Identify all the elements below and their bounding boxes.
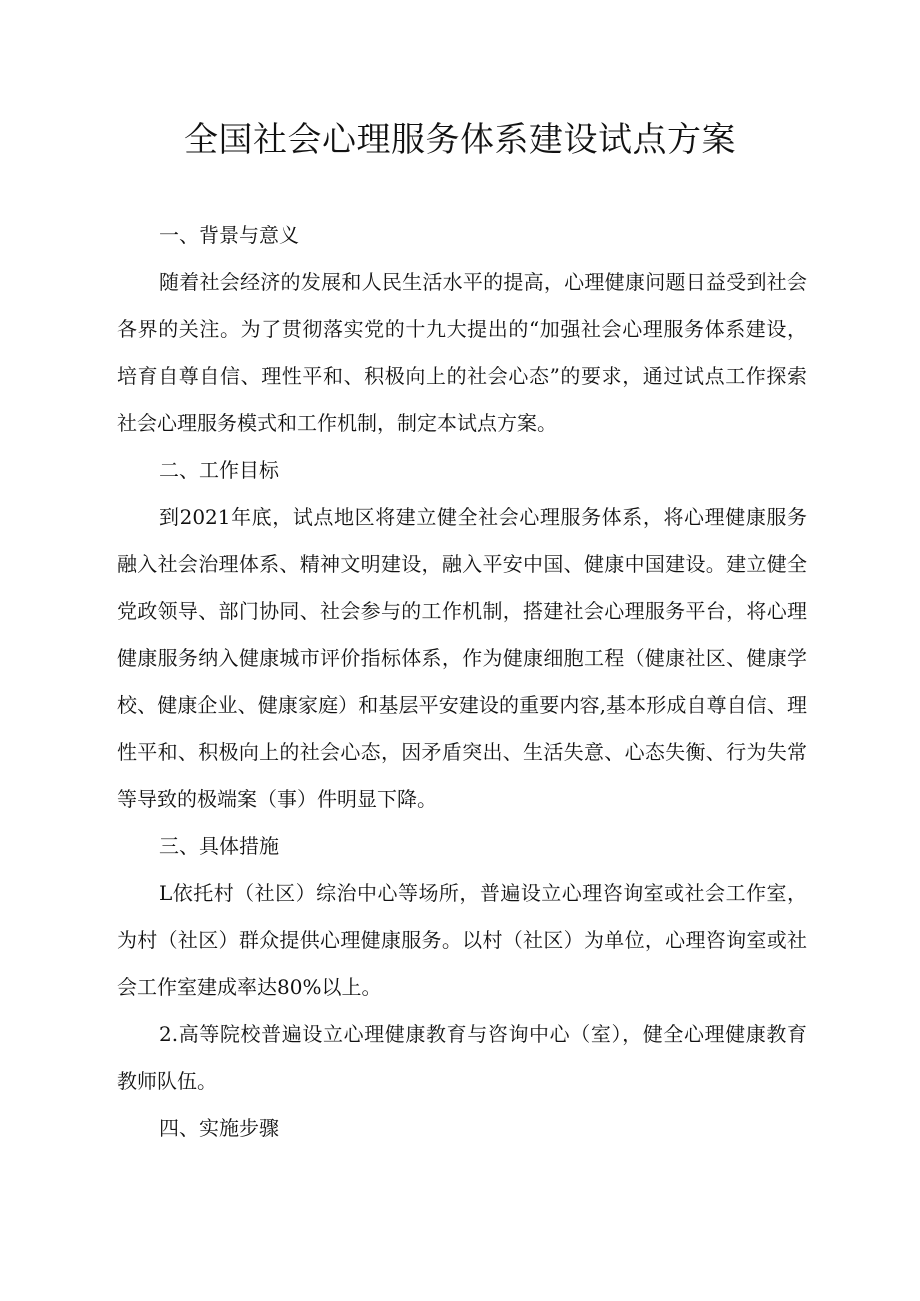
section-heading-goals: 二、工作目标	[159, 458, 279, 482]
section-heading-steps: 四、实施步骤	[159, 1116, 279, 1140]
paragraph-measure-2: 2.高等院校普遍设立心理健康教育与咨询中心（室），健全心理健康教育教师队伍。	[117, 1022, 807, 1093]
paragraph-goals: 到2021年底，试点地区将建立健全社会心理服务体系，将心理健康服务融入社会治理体系、精神文明建设，融入平安中国、健康中国建设。建立健全党政领导、部门协同、社会参与的工作机制，搭建社会心理服务平台，将心理健康服务纳入健康城市评价指标体系，作为健康细胞工程（健康社区、健康学校、健康企业、健康家庭）和基层平安建设的重要内容,基本形成自尊自信、理性平和、积极向上的社会心态，因矛盾突出、生活失意、心态失衡、行为失常等导致的极端案（事）件明显下降。	[117, 505, 807, 811]
section-heading-measures: 三、具体措施	[159, 834, 279, 858]
section-heading-background: 一、背景与意义	[159, 223, 299, 247]
document-body	[117, 212, 807, 1152]
paragraph-background: 随着社会经济的发展和人民生活水平的提高，心理健康问题日益受到社会各界的关注。为了贯彻落实党的十九大提出的“加强社会心理服务体系建设，培育自尊自信、理性平和、积极向上的社会心态”的要求，通过试点工作探索社会心理服务模式和工作机制，制定本试点方案。	[117, 270, 807, 435]
document-title: 全国社会心理服务体系建设试点方案	[184, 120, 736, 160]
paragraph-measure-1: L依托村（社区）综治中心等场所，普遍设立心理咨询室或社会工作室，为村（社区）群众提供心理健康服务。以村（社区）为单位，心理咨询室或社会工作室建成率达80%以上。	[117, 881, 807, 999]
